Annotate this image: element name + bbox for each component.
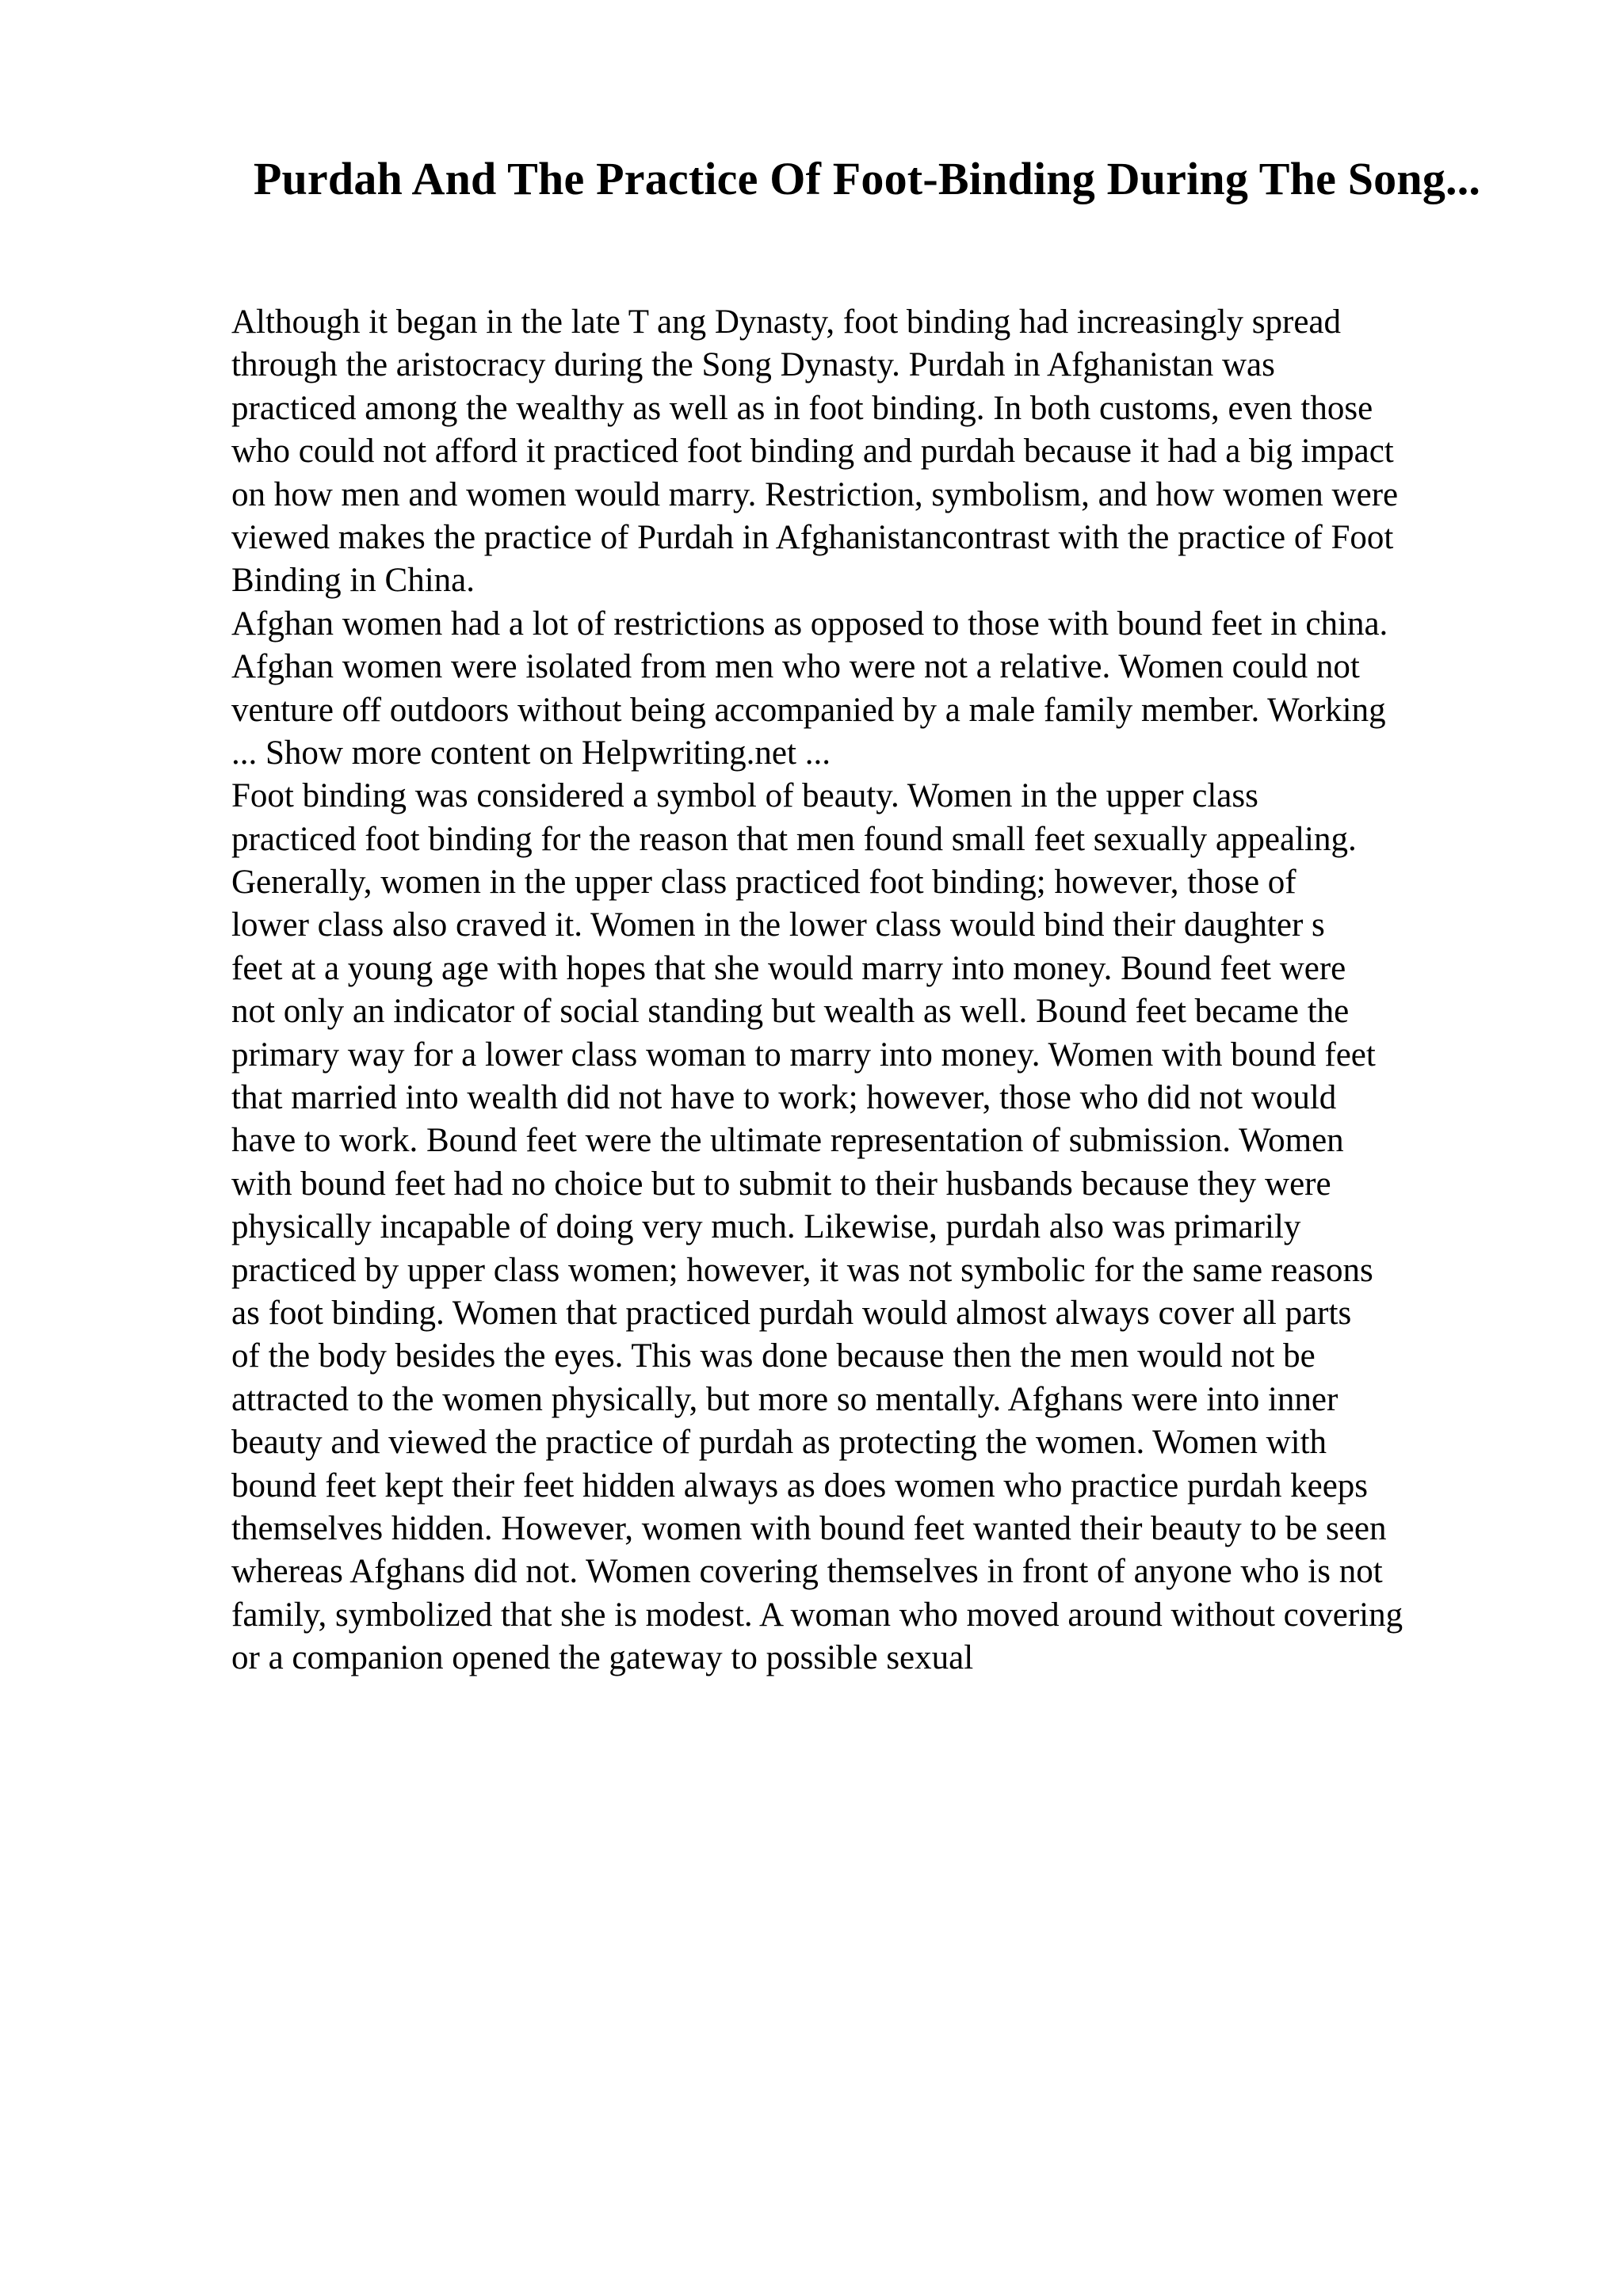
body-line: practiced among the wealthy as well as in foot binding. In both customs, even those [231,389,1373,427]
body-line: have to work. Bound feet were the ultimate representation of submission. Women [231,1122,1344,1160]
body-line: Foot binding was considered a symbol of beauty. Women in the upper class [231,777,1258,815]
body-line: Afghan women were isolated from men who were not a relative. Women could not [231,648,1360,686]
body-line: feet at a young age with hopes that she would marry into money. Bound feet were [231,949,1346,987]
document-body [231,301,1515,1680]
body-line: physically incapable of doing very much. Likewise, purdah also was primarily [231,1208,1301,1246]
body-line: with bound feet had no choice but to submit to their husbands because they were [231,1165,1331,1203]
body-line: Generally, women in the upper class practiced foot binding; however, those of [231,864,1296,902]
body-line: primary way for a lower class woman to marry into money. Women with bound feet [231,1035,1376,1074]
body-line: not only an indicator of social standing but wealth as well. Bound feet became the [231,993,1350,1031]
body-line: family, symbolized that she is modest. A woman who moved around without covering [231,1596,1403,1634]
body-line: beauty and viewed the practice of purdah as protecting the women. Women with [231,1424,1327,1462]
body-line: who could not afford it practiced foot binding and purdah because it had a big impact [231,433,1394,471]
body-line: Binding in China. [231,562,475,600]
body-line: or a companion opened the gateway to possible sexual [231,1639,974,1677]
body-line: on how men and women would marry. Restriction, symbolism, and how women were [231,475,1399,513]
body-line: lower class also craved it. Women in the lower class would bind their daughter s [231,906,1325,944]
body-line: venture off outdoors without being accompanied by a male family member. Working [231,691,1386,729]
body-line: of the body besides the eyes. This was done because then the men would not be [231,1337,1316,1375]
body-line: as foot binding. Women that practiced purdah would almost always cover all parts [231,1294,1352,1332]
body-line: viewed makes the practice of Purdah in Afghanistancontrast with the practice of Foot [231,518,1394,556]
body-line: that married into wealth did not have to work; however, those who did not would [231,1079,1337,1117]
body-line: through the aristocracy during the Song Dynasty. Purdah in Afghanistan was [231,346,1275,384]
document-title: Purdah And The Practice Of Foot-Binding During The Song... [253,153,1481,204]
body-line: attracted to the women physically, but more so mentally. Afghans were into inner [231,1380,1338,1418]
body-line: Although it began in the late T ang Dynasty, foot binding had increasingly spread [231,303,1341,341]
body-line: practiced foot binding for the reason that men found small feet sexually appealing. [231,820,1357,858]
body-line: Afghan women had a lot of restrictions as opposed to those with bound feet in china. [231,605,1388,643]
body-line: bound feet kept their feet hidden always as does women who practice purdah keeps [231,1466,1369,1505]
body-line: whereas Afghans did not. Women covering themselves in front of anyone who is not [231,1553,1383,1591]
body-line: themselves hidden. However, women with bound feet wanted their beauty to be seen [231,1509,1387,1547]
body-line: practiced by upper class women; however, it was not symbolic for the same reasons [231,1251,1373,1289]
body-line: ... Show more content on Helpwriting.net ... [231,734,831,772]
